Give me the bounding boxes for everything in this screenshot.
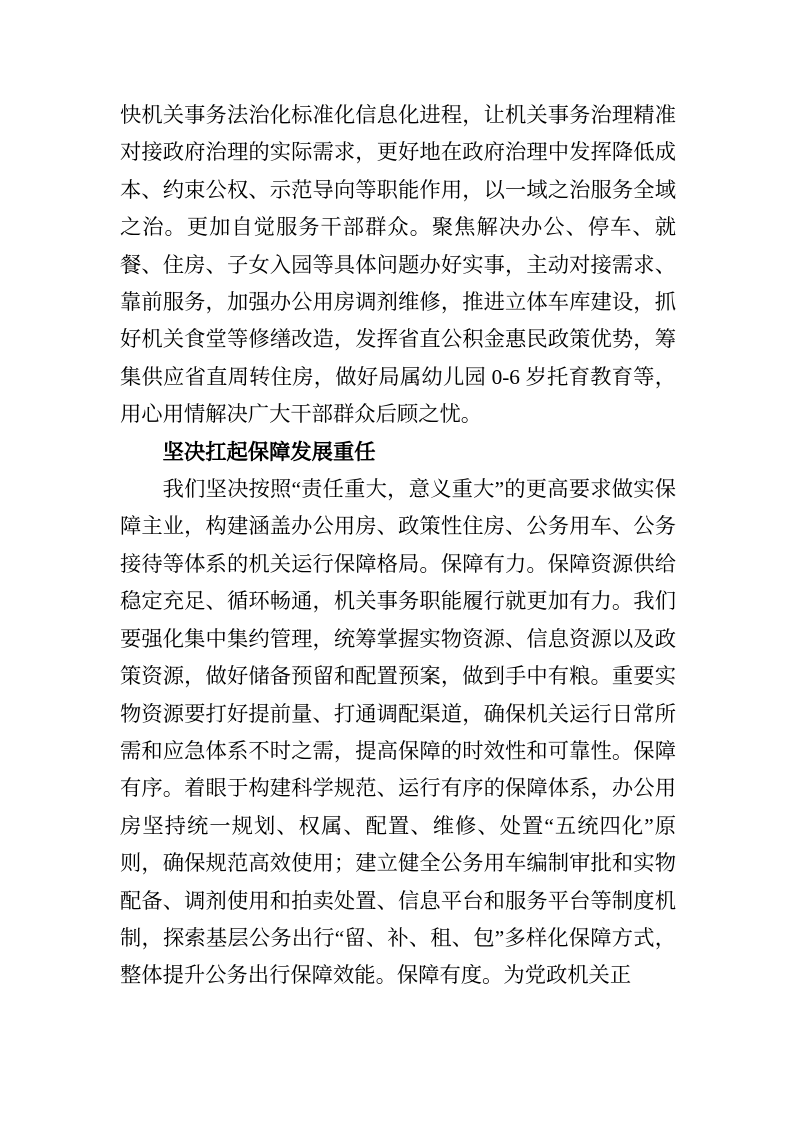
- paragraph-continuation: 快机关事务法治化标准化信息化进程，让机关事务治理精准对接政府治理的实际需求，更好地在政府治理中发挥降低成本、约束公权、示范导向等职能作用，以一域之治服务全域之治。更加自觉服务干部群众。聚焦解决办公、停车、就餐、住房、子女入园等具体问题办好实事，主动对接需求、靠前服务，加强办公用房调剂维修，推进立体车库建设，抓好机关食堂等修缮改造，发挥省直公积金惠民政策优势，筹集供应省直周转住房，做好局属幼儿园 0-6 岁托育教育等，用心用情解决广大干部群众后顾之忧。: [120, 103, 676, 427]
- section-heading: 坚决扛起保障发展重任: [162, 439, 376, 464]
- paragraph-body: 我们坚决按照“责任重大，意义重大”的更高要求做实保障主业，构建涵盖办公用房、政策性住房、公务用车、公务接待等体系的机关运行保障格局。保障有力。保障资源供给稳定充足、循环畅通，机关事务职能履行就更加有力。我们要强化集中集约管理，统筹掌握实物资源、信息资源以及政策资源，做好储备预留和配置预案，做到手中有粮。重要实物资源要打好提前量、打通调配渠道，确保机关运行日常所需和应急体系不时之需，提高保障的时效性和可靠性。保障有序。着眼于构建科学规范、运行有序的保障体系，办公用房坚持统一规划、权属、配置、维修、处置“五统四化”原则，确保规范高效使用；建立健全公务用车编制审批和实物配备、调剂使用和拍卖处置、信息平台和服务平台等制度机制，探索基层公务出行“留、补、租、包”多样化保障方式，整体提升公务出行保障效能。保障有度。为党政机关正: [120, 477, 676, 988]
- document-text-block: [120, 97, 676, 995]
